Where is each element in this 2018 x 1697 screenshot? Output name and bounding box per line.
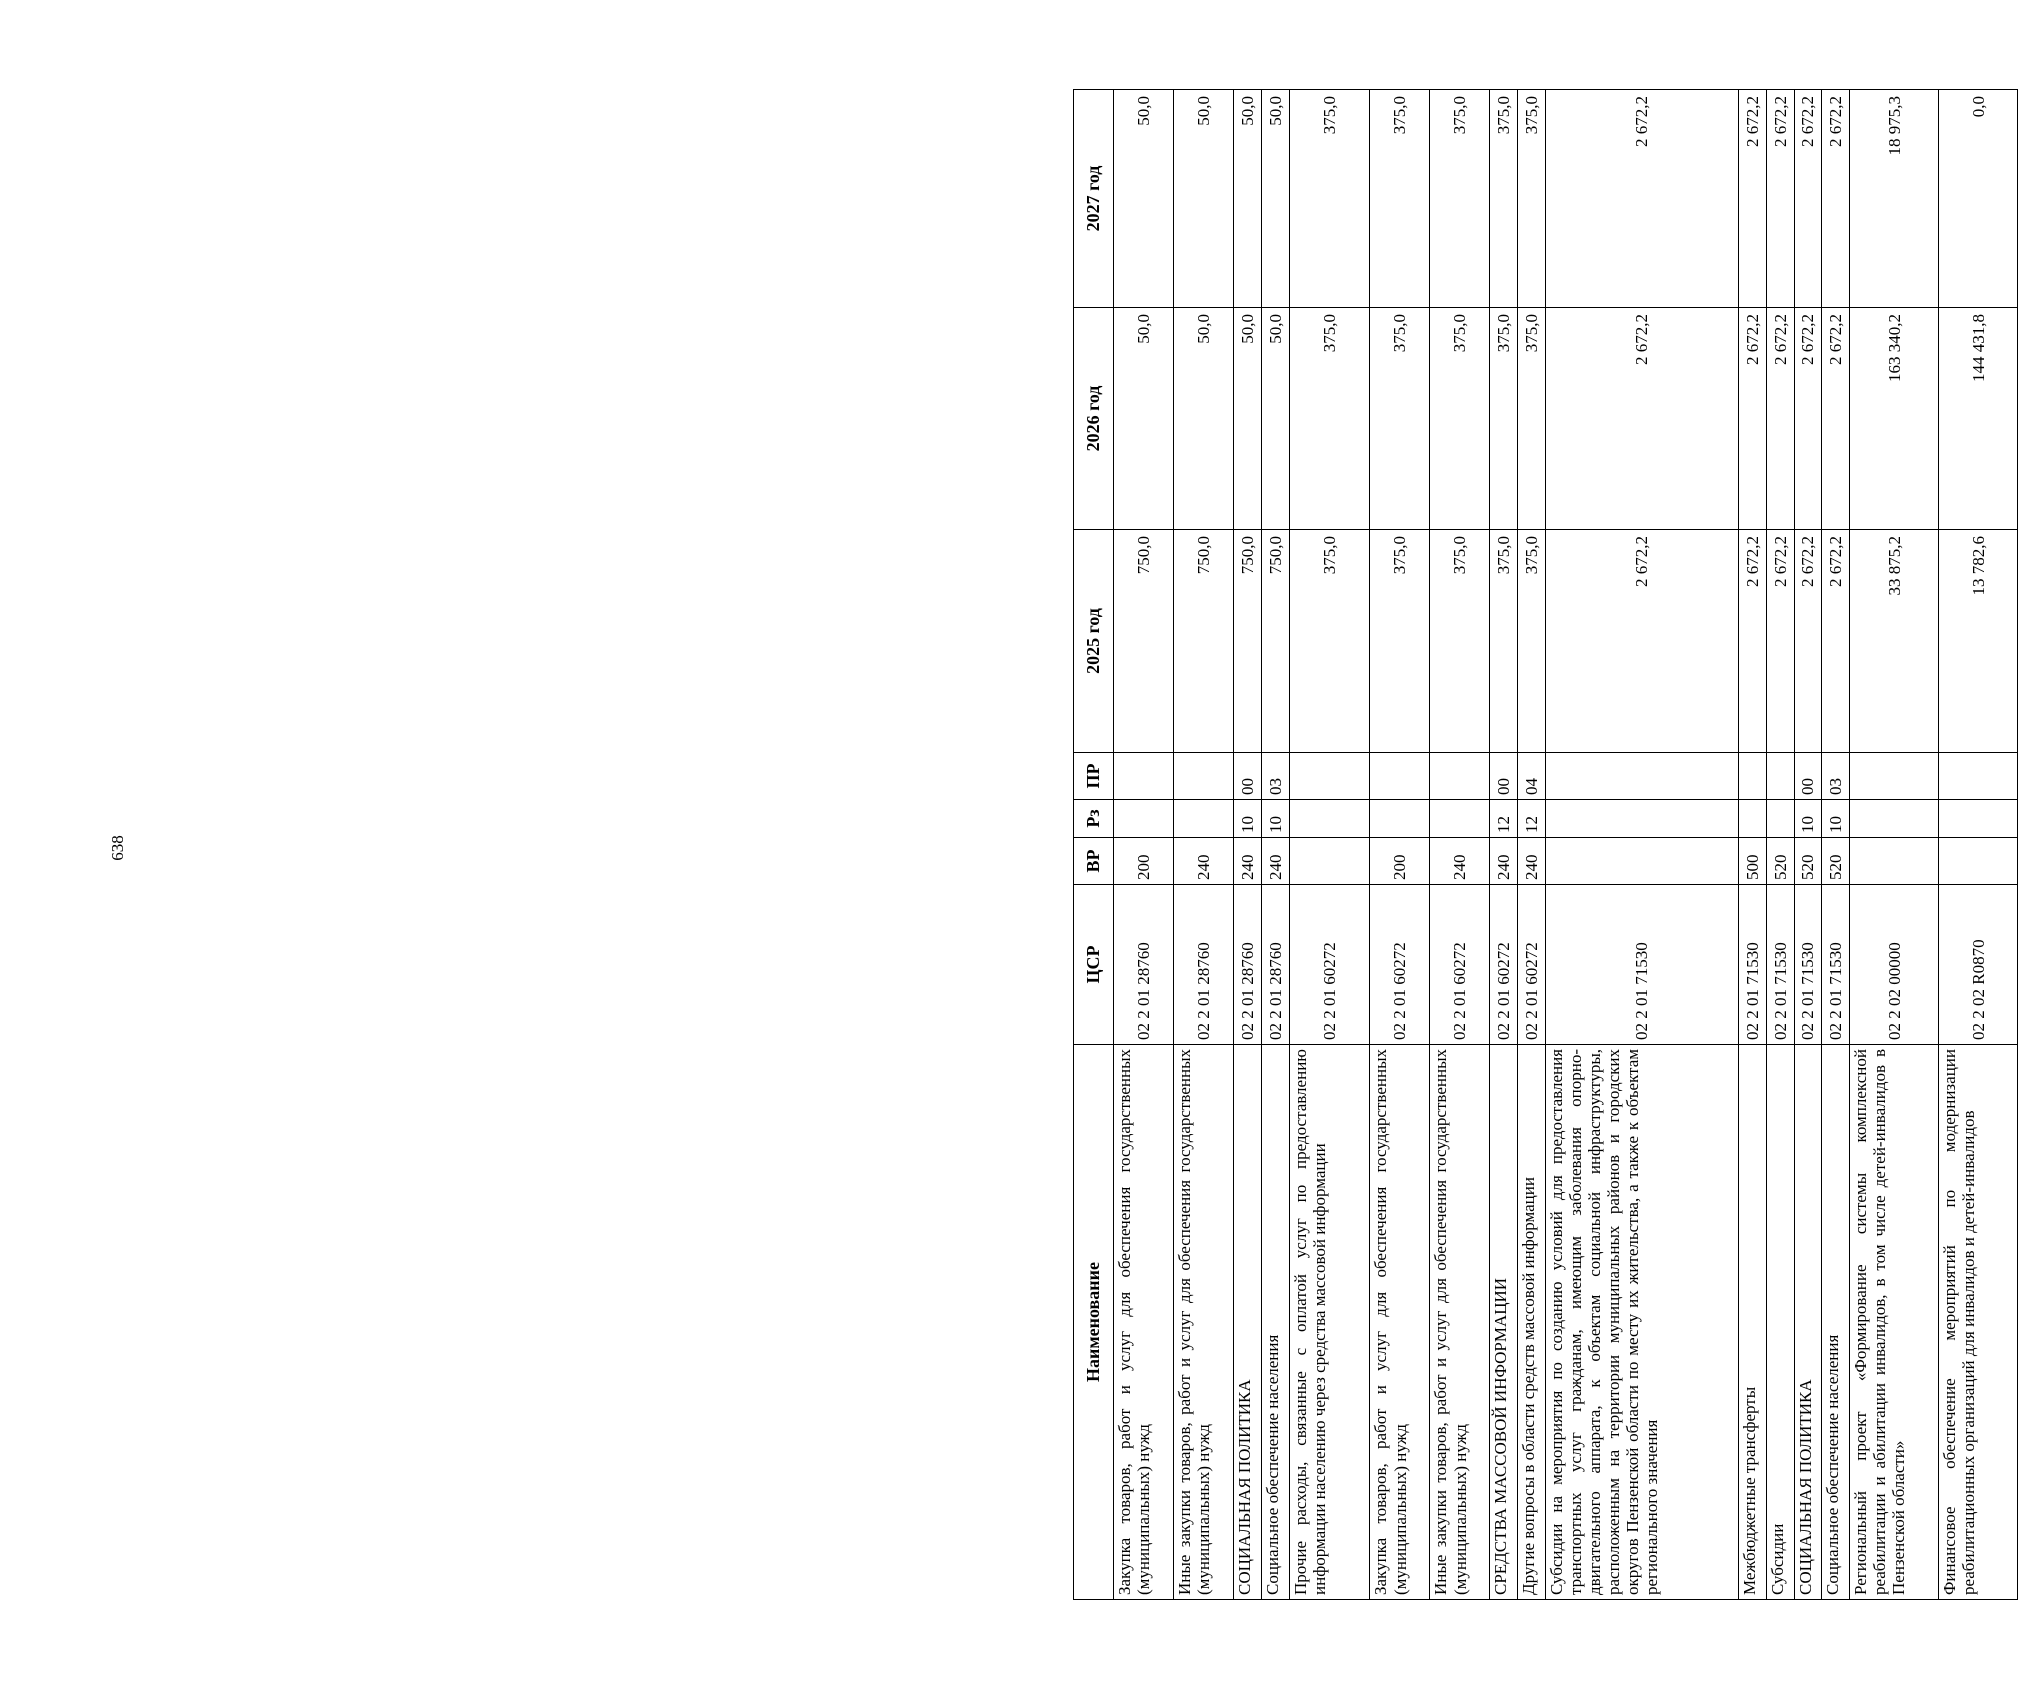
row-2027: 2 672,2 xyxy=(1822,90,1850,308)
row-pr xyxy=(1114,753,1174,800)
row-2027: 2 672,2 xyxy=(1738,90,1766,308)
row-vr: 240 xyxy=(1233,838,1261,885)
table-row xyxy=(1233,90,1261,1600)
row-2026: 2 672,2 xyxy=(1822,308,1850,530)
row-vr: 240 xyxy=(1518,838,1546,885)
table-row xyxy=(1261,90,1289,1600)
row-2026: 375,0 xyxy=(1490,308,1518,530)
row-2027: 375,0 xyxy=(1430,90,1490,308)
row-pr: 00 xyxy=(1794,753,1822,800)
row-rz xyxy=(1430,800,1490,838)
row-rz xyxy=(1738,800,1766,838)
header-rz: Рз xyxy=(1074,800,1114,838)
row-csr: 02 2 01 28760 xyxy=(1233,885,1261,1045)
row-pr xyxy=(1939,753,2018,800)
row-rz xyxy=(1850,800,1939,838)
row-2027: 50,0 xyxy=(1261,90,1289,308)
row-pr xyxy=(1546,753,1738,800)
row-2025: 750,0 xyxy=(1114,530,1174,753)
row-2027: 50,0 xyxy=(1114,90,1174,308)
table-row xyxy=(1794,90,1822,1600)
row-2026: 163 340,2 xyxy=(1850,308,1939,530)
row-pr: 04 xyxy=(1518,753,1546,800)
row-vr: 500 xyxy=(1738,838,1766,885)
row-2027: 50,0 xyxy=(1173,90,1233,308)
row-csr: 02 2 02 R0870 xyxy=(1939,885,2018,1045)
row-2025: 13 782,6 xyxy=(1939,530,2018,753)
row-2027: 375,0 xyxy=(1518,90,1546,308)
row-vr xyxy=(1939,838,2018,885)
row-rz xyxy=(1114,800,1174,838)
table-row xyxy=(1173,90,1233,1600)
table-row xyxy=(1114,90,1174,1600)
row-pr xyxy=(1430,753,1490,800)
row-vr: 520 xyxy=(1822,838,1850,885)
row-2026: 50,0 xyxy=(1114,308,1174,530)
row-csr: 02 2 01 60272 xyxy=(1518,885,1546,1045)
table-row xyxy=(1850,90,1939,1600)
row-rz xyxy=(1546,800,1738,838)
row-2026: 375,0 xyxy=(1370,308,1430,530)
row-name: Финансовое обеспечение мероприятий по модернизации реабилитационных организаций для инвалидов и детей-инвалидов xyxy=(1939,1045,2018,1600)
row-rz xyxy=(1939,800,2018,838)
row-vr: 200 xyxy=(1370,838,1430,885)
row-pr xyxy=(1850,753,1939,800)
table-row xyxy=(1370,90,1430,1600)
table-row xyxy=(1546,90,1738,1600)
row-2026: 50,0 xyxy=(1173,308,1233,530)
row-vr: 240 xyxy=(1490,838,1518,885)
row-csr: 02 2 01 71530 xyxy=(1822,885,1850,1045)
table-row xyxy=(1490,90,1518,1600)
row-vr xyxy=(1850,838,1939,885)
row-vr: 240 xyxy=(1173,838,1233,885)
table-row xyxy=(1518,90,1546,1600)
row-2025: 375,0 xyxy=(1289,530,1370,753)
row-2025: 375,0 xyxy=(1430,530,1490,753)
row-csr: 02 2 01 28760 xyxy=(1173,885,1233,1045)
row-name: Субсидии xyxy=(1766,1045,1794,1600)
header-2027: 2027 год xyxy=(1074,90,1114,308)
row-2027: 0,0 xyxy=(1939,90,2018,308)
table-row xyxy=(1939,90,2018,1600)
row-2027: 18 975,3 xyxy=(1850,90,1939,308)
row-vr: 240 xyxy=(1430,838,1490,885)
row-pr: 00 xyxy=(1233,753,1261,800)
row-csr: 02 2 01 28760 xyxy=(1261,885,1289,1045)
row-vr: 520 xyxy=(1794,838,1822,885)
row-vr: 200 xyxy=(1114,838,1174,885)
row-2026: 2 672,2 xyxy=(1766,308,1794,530)
row-2026: 2 672,2 xyxy=(1738,308,1766,530)
row-2027: 375,0 xyxy=(1289,90,1370,308)
row-2025: 2 672,2 xyxy=(1738,530,1766,753)
row-name: СОЦИАЛЬНАЯ ПОЛИТИКА xyxy=(1794,1045,1822,1600)
row-rz: 10 xyxy=(1261,800,1289,838)
table-frame xyxy=(1073,90,2018,1600)
row-2025: 375,0 xyxy=(1370,530,1430,753)
row-2026: 144 431,8 xyxy=(1939,308,2018,530)
row-csr: 02 2 01 71530 xyxy=(1766,885,1794,1045)
row-2026: 375,0 xyxy=(1289,308,1370,530)
header-2026: 2026 год xyxy=(1074,308,1114,530)
row-rz: 12 xyxy=(1490,800,1518,838)
table-row xyxy=(1738,90,1766,1600)
row-name: Субсидии на мероприятия по созданию условий для предоставления транспортных услуг гражданам, имеющим заболевания опорно-двигательного аппарата, к объектам социальной инфраструктуры, расположенным на территории муниципальных районов и городских округов Пензенской области по месту их жительства, а также к объектам регионального значения xyxy=(1546,1045,1738,1600)
row-2025: 2 672,2 xyxy=(1766,530,1794,753)
row-2027: 2 672,2 xyxy=(1794,90,1822,308)
row-name: Межбюджетные трансферты xyxy=(1738,1045,1766,1600)
row-name: Социальное обеспечение населения xyxy=(1822,1045,1850,1600)
row-pr xyxy=(1738,753,1766,800)
table-row xyxy=(1430,90,1490,1600)
row-2025: 750,0 xyxy=(1233,530,1261,753)
row-pr xyxy=(1370,753,1430,800)
row-csr: 02 2 01 60272 xyxy=(1289,885,1370,1045)
row-rz xyxy=(1173,800,1233,838)
row-name: Иные закупки товаров, работ и услуг для обеспечения государственных (муниципальных) нужд xyxy=(1430,1045,1490,1600)
row-2027: 50,0 xyxy=(1233,90,1261,308)
row-csr: 02 2 01 71530 xyxy=(1738,885,1766,1045)
row-vr: 520 xyxy=(1766,838,1794,885)
page-number: 638 xyxy=(108,835,127,861)
row-name: СРЕДСТВА МАССОВОЙ ИНФОРМАЦИИ xyxy=(1490,1045,1518,1600)
row-csr: 02 2 01 60272 xyxy=(1430,885,1490,1045)
row-csr: 02 2 01 71530 xyxy=(1794,885,1822,1045)
row-2026: 50,0 xyxy=(1233,308,1261,530)
table-row xyxy=(1766,90,1794,1600)
row-pr: 03 xyxy=(1822,753,1850,800)
row-2027: 2 672,2 xyxy=(1546,90,1738,308)
row-rz xyxy=(1289,800,1370,838)
row-2026: 375,0 xyxy=(1518,308,1546,530)
row-2025: 750,0 xyxy=(1173,530,1233,753)
table-header-row xyxy=(1074,90,1114,1600)
row-2025: 2 672,2 xyxy=(1794,530,1822,753)
header-name: Наименование xyxy=(1074,1045,1114,1600)
row-rz: 12 xyxy=(1518,800,1546,838)
row-name: Региональный проект «Формирование системы комплексной реабилитации и абилитации инвалидов, в том числе детей-инвалидов в Пензенской области» xyxy=(1850,1045,1939,1600)
row-pr xyxy=(1766,753,1794,800)
row-vr xyxy=(1289,838,1370,885)
row-rz xyxy=(1766,800,1794,838)
header-csr: ЦСР xyxy=(1074,885,1114,1045)
row-2027: 375,0 xyxy=(1490,90,1518,308)
row-pr xyxy=(1173,753,1233,800)
row-2026: 375,0 xyxy=(1430,308,1490,530)
row-csr: 02 2 01 28760 xyxy=(1114,885,1174,1045)
row-csr: 02 2 01 60272 xyxy=(1370,885,1430,1045)
row-2025: 750,0 xyxy=(1261,530,1289,753)
row-2025: 375,0 xyxy=(1490,530,1518,753)
row-pr xyxy=(1289,753,1370,800)
row-pr: 00 xyxy=(1490,753,1518,800)
row-pr: 03 xyxy=(1261,753,1289,800)
row-csr: 02 2 01 71530 xyxy=(1546,885,1738,1045)
row-rz: 10 xyxy=(1822,800,1850,838)
row-2026: 2 672,2 xyxy=(1794,308,1822,530)
row-2025: 2 672,2 xyxy=(1546,530,1738,753)
row-name: Социальное обеспечение населения xyxy=(1261,1045,1289,1600)
budget-table xyxy=(1073,89,2018,1600)
row-name: Другие вопросы в области средств массовой информации xyxy=(1518,1045,1546,1600)
row-name: Иные закупки товаров, работ и услуг для обеспечения государственных (муниципальных) нужд xyxy=(1173,1045,1233,1600)
row-2025: 33 875,2 xyxy=(1850,530,1939,753)
row-2027: 375,0 xyxy=(1370,90,1430,308)
row-rz xyxy=(1370,800,1430,838)
header-vr: ВР xyxy=(1074,838,1114,885)
row-2025: 2 672,2 xyxy=(1822,530,1850,753)
row-name: Прочие расходы, связанные с оплатой услуг по предоставлению информации населению через средства массовой информации xyxy=(1289,1045,1370,1600)
row-2027: 2 672,2 xyxy=(1766,90,1794,308)
row-name: Закупка товаров, работ и услуг для обеспечения государственных (муниципальных) нужд xyxy=(1114,1045,1174,1600)
row-rz: 10 xyxy=(1233,800,1261,838)
row-vr xyxy=(1546,838,1738,885)
row-rz: 10 xyxy=(1794,800,1822,838)
row-2026: 2 672,2 xyxy=(1546,308,1738,530)
header-2025: 2025 год xyxy=(1074,530,1114,753)
row-vr: 240 xyxy=(1261,838,1289,885)
table-row xyxy=(1289,90,1370,1600)
header-pr: ПР xyxy=(1074,753,1114,800)
row-csr: 02 2 02 00000 xyxy=(1850,885,1939,1045)
row-name: СОЦИАЛЬНАЯ ПОЛИТИКА xyxy=(1233,1045,1261,1600)
row-2026: 50,0 xyxy=(1261,308,1289,530)
row-csr: 02 2 01 60272 xyxy=(1490,885,1518,1045)
table-body xyxy=(1114,90,2018,1600)
row-name: Закупка товаров, работ и услуг для обеспечения государственных (муниципальных) нужд xyxy=(1370,1045,1430,1600)
row-2025: 375,0 xyxy=(1518,530,1546,753)
table-row xyxy=(1822,90,1850,1600)
